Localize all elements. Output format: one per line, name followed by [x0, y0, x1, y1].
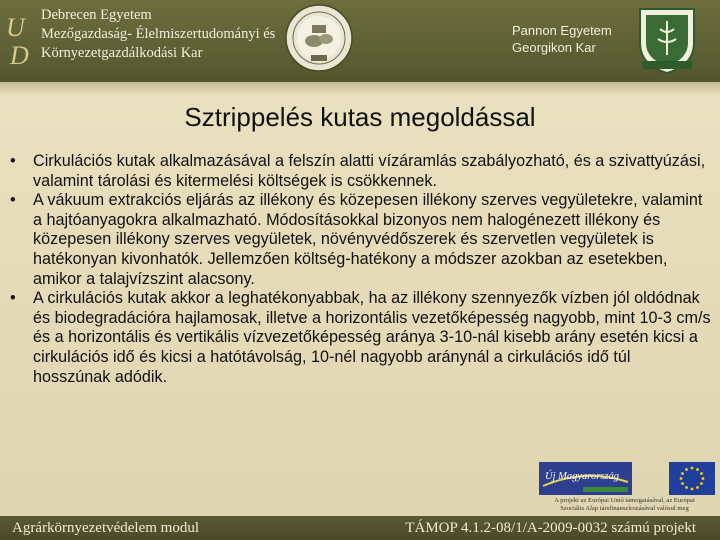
eu-note-line: Szociális Alap társfinanszírozásával valósul meg [560, 505, 689, 512]
header-shadow [0, 82, 720, 96]
eu-funding-banner [532, 462, 717, 518]
slide-title: Sztrippelés kutas megoldással [184, 102, 536, 132]
bullet-text: A vákuum extrakciós eljárás az illékony és közepesen illékony szerves vegyületekre, valamint a hajtóanyagokra alkalmazható. Módosításokkal bizonyos nem halogénezett illékony és közepesen illékony szerves vegyületek, növényvédőszerek és szervetlen vegyületek is hatékonyan kivonhatók. Jellemzően költség-hatékony a módszer azokban az esetekben, amikor a talajvízszint alacsony. [33, 191, 703, 288]
uj-magyarorszag-logo [539, 462, 632, 495]
bullet-text: A cirkulációs kutak akkor a leghatékonyabbak, ha az illékony szennyezők vízben jól oldódnak és biodegradációra hajlamosak, illetve a horizontális vezetőképesség nagyobb, mint 10-3 cm/s és a horizontális és vertikális vízvezetőképesség aránya 3-10-nál kisebb arány esetén kicsi a cirkulációs idő és kicsi a hatótávolság, 10-nél nagyobb aránynál a cirkulációs idő túl hosszúnak adódik. [33, 289, 711, 386]
bullet-item [10, 191, 712, 289]
bullet-marker: • [10, 289, 16, 308]
right-institution-line: Pannon Egyetem [512, 23, 612, 38]
right-institution-line: Georgikon Kar [512, 40, 596, 55]
georgikon-seal-icon [630, 3, 704, 77]
faculty-seal-icon [284, 3, 354, 73]
bullet-list [10, 152, 712, 387]
left-institution-line: Debrecen Egyetem [41, 7, 152, 23]
header-bar [0, 0, 720, 82]
eu-funding-note [532, 497, 717, 513]
module-name: Agrárkörnyezetvédelem modul [12, 520, 200, 536]
left-institution-name [41, 6, 275, 63]
program-logo-text: Új Magyarország [545, 471, 619, 482]
right-institution-name [512, 22, 612, 56]
project-id: TÁMOP 4.1.2-08/1/A-2009-0032 számú projekt [405, 520, 696, 536]
eu-flag-icon [669, 462, 715, 495]
footer-bar [0, 516, 720, 540]
svg-text:D: D [10, 41, 29, 68]
left-institution-line: Mezőgazdaság- Élelmiszertudományi és [41, 26, 276, 42]
svg-text:U: U [6, 13, 25, 42]
bullet-marker: • [10, 191, 16, 210]
eu-note-line: A projekt az Európai Unió támogatásával, az Európai [554, 497, 695, 504]
bullet-item [10, 152, 712, 191]
university-logo [4, 6, 34, 68]
bullet-text: Cirkulációs kutak alkalmazásával a felszín alatti vízáramlás szabályozható, és a szivattyúzási, valamint tárolási és kitermelési költségek is csökkennek. [33, 152, 706, 190]
left-institution-line: Környezetgazdálkodási Kar [41, 45, 203, 61]
bullet-marker: • [10, 152, 16, 170]
bullet-item [10, 289, 712, 387]
